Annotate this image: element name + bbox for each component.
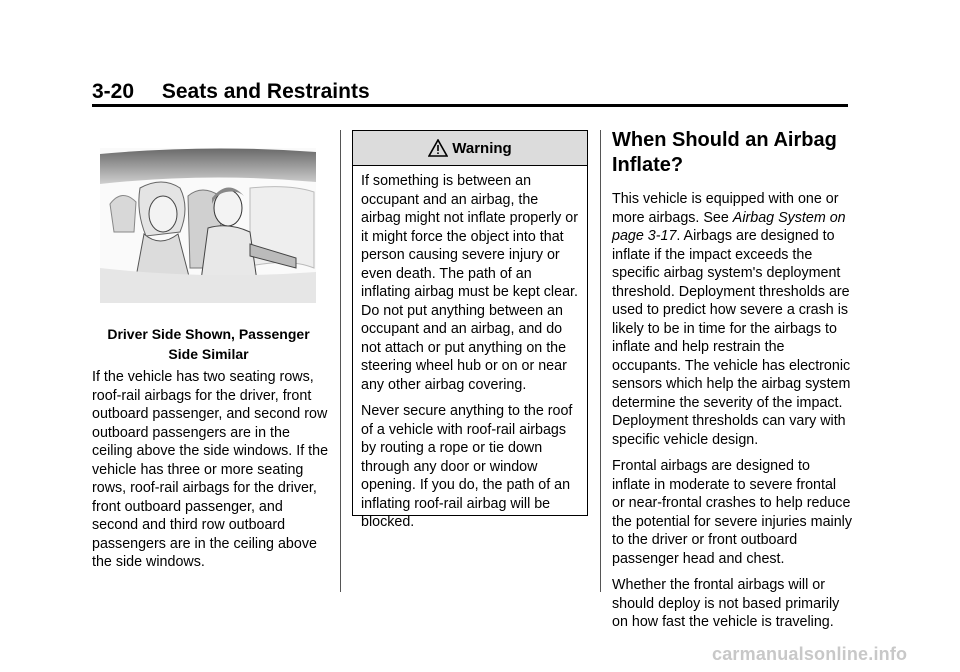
warning-paragraph: Never secure anything to the roof of a vehicle with roof-rail airbags by routing a rope or tie down through any door or window opening. If you do, the path of an inflating roof-rail airbag will be blocked. (361, 403, 573, 530)
airbag-illustration (100, 148, 316, 303)
paragraph-frontal-airbags: Frontal airbags are designed to inflate in moderate to severe frontal or near-frontal crashes to help reduce the potential for severe injuries mainly to the driver or front outboard passenger head and chest. (612, 458, 852, 567)
page-header (92, 80, 370, 104)
column-divider-left (340, 130, 341, 592)
warning-title: Warning (452, 139, 512, 157)
warning-paragraph: If something is between an occupant and an airbag, the airbag might not inflate properly or it might force the object into that person causing severe injury or even death. The path of an inflating airbag must be kept clear. Do not put anything between an occupant and an airbag, and do not attach or put anything on the steering wheel hub or on or near any other airbag covering. (361, 173, 578, 393)
warning-icon (428, 139, 448, 157)
header-rule (92, 104, 848, 107)
paragraph-deployment-speed: Whether the frontal airbags will or should deploy is not based primarily on how fast the vehicle is traveling. (612, 577, 840, 630)
caption-line-1: Driver Side Shown, Passenger (107, 326, 310, 342)
cross-reference-link[interactable]: Airbag System on page 3-17 (612, 209, 846, 244)
figure-caption (92, 324, 325, 364)
caption-line-2: Side Similar (168, 346, 249, 362)
warning-box (352, 130, 588, 530)
paragraph-text: . Airbags are designed to inflate if the impact exceeds the specific airbag system's deployment threshold. Deployment thresholds are used to predict how severe a crash is likely to be in time for the airbags to inflate and help restrain the occupants. The vehicle has electronic sensors which help the airbag system determine the severity of the impact. Deployment thresholds can vary with specific vehicle design. (612, 228, 851, 448)
warning-body (353, 166, 587, 532)
column-divider-right (600, 130, 601, 592)
paragraph-text: This vehicle is equipped with one or more airbags. See (612, 191, 839, 226)
watermark: carmanualsonline.info (712, 644, 908, 664)
airbag-inflate-section (612, 128, 852, 640)
roof-rail-airbag-paragraph: If the vehicle has two seating rows, roof-rail airbags for the driver, front outboard passenger, and second row outboard passengers are in the ceiling above the side windows. If the vehicle has three or more seating rows, roof-rail airbags for the driver, front outboard passenger, and second and third row outboard passengers are in the ceiling above the side windows. (92, 369, 329, 570)
warning-header (353, 131, 587, 166)
section-heading: When Should an Airbag Inflate? (612, 129, 837, 176)
paragraph-equipment (612, 190, 852, 449)
section-title: Seats and Restraints (161, 80, 370, 103)
page-number: 3-20 (92, 80, 135, 103)
